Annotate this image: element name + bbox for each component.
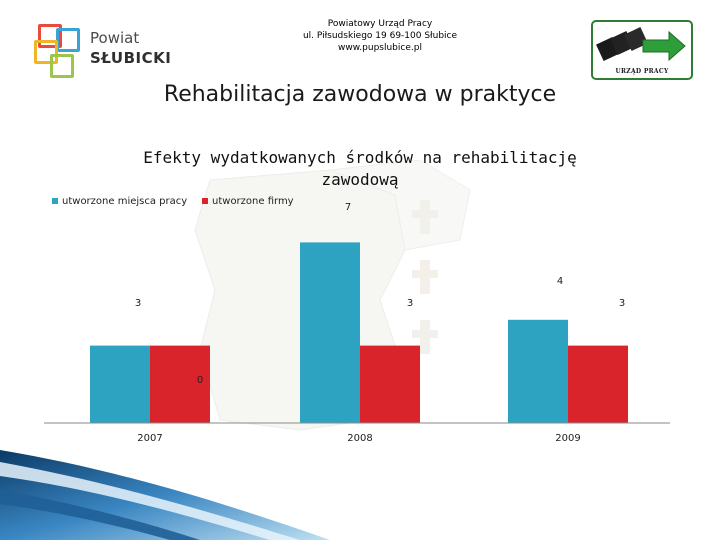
slide-title: Rehabilitacja zawodowa w praktyce [163, 82, 557, 107]
org-website: www.pupslubice.pl [338, 43, 422, 53]
data-label-2009-series-1: 4 [556, 276, 564, 287]
x-tick-label-2008: 2008 [347, 433, 373, 444]
data-label-2008-series-1: 7 [344, 202, 352, 213]
bar-2009-series-1 [508, 320, 568, 423]
data-label-2009-series-2: 3 [618, 298, 626, 309]
chart-title: Efekty wydatkowanych środków na rehabilitację zawodową [143, 148, 577, 189]
bar-2009-series-2 [568, 346, 628, 423]
urzad-pracy-caption: URZĄD PRACY [615, 68, 669, 75]
corner-swoosh-decoration [0, 450, 330, 540]
logo-line1: Powiat [90, 29, 140, 47]
data-label-2007-series-2: 0 [196, 375, 204, 386]
data-label-2007-series-1: 3 [134, 298, 142, 309]
bar-2008-series-1 [300, 242, 360, 423]
x-tick-label-2007: 2007 [137, 433, 163, 444]
org-address: ul. Piłsudskiego 19 69-100 Słubice [302, 31, 458, 41]
bar-2008-series-2 [360, 346, 420, 423]
data-label-2008-series-2: 3 [406, 298, 414, 309]
org-name: Powiatowy Urząd Pracy [327, 19, 433, 29]
bar-2007-series-1 [90, 346, 150, 423]
legend-label-firmy: utworzone firmy [212, 196, 294, 207]
logo-line2: SŁUBICKI [90, 49, 172, 67]
x-tick-label-2009: 2009 [555, 433, 581, 444]
legend-label-miejsca: utworzone miejsca pracy [62, 196, 188, 207]
